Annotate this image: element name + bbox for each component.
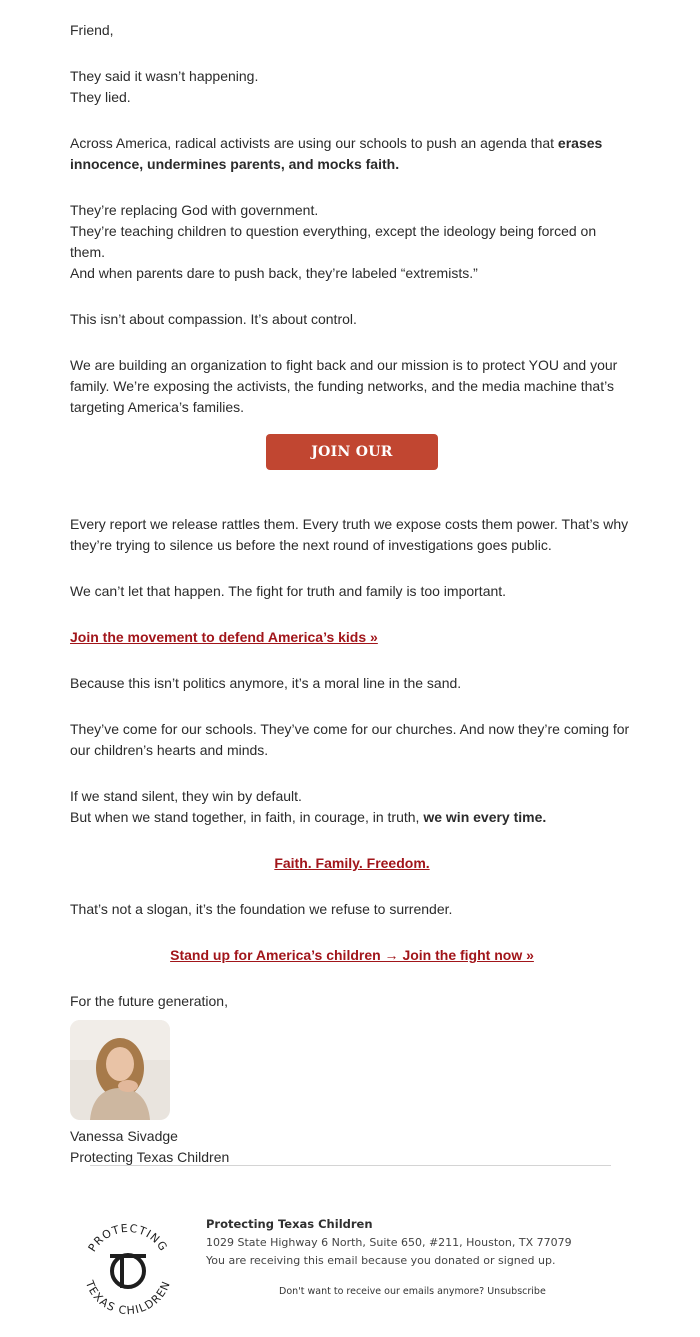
faith-family-freedom-link[interactable]: Faith. Family. Freedom. <box>274 855 430 871</box>
email-body <box>70 20 634 1168</box>
signer-name: Vanessa Sivadge <box>70 1128 178 1144</box>
logo-bottom-text: TEXAS CHILDREN <box>82 1278 174 1318</box>
paragraph-emphasis: we win every time. <box>423 809 547 825</box>
paragraph-line: If we stand silent, they win by default. <box>70 788 302 804</box>
paragraph: Because this isn’t politics anymore, it’s a moral line in the sand. <box>70 675 462 691</box>
footer-address: 1029 State Highway 6 North, Suite 650, #211, Houston, TX 77079 <box>206 1236 572 1249</box>
paragraph-line: And when parents dare to push back, they’re labeled “extremists.” <box>70 265 478 281</box>
paragraph: This isn’t about compassion. It’s about control. <box>70 311 357 327</box>
join-movement-link[interactable]: Join the movement to defend America’s kids » <box>70 629 378 645</box>
paragraph: That’s not a slogan, it’s the foundation we refuse to surrender. <box>70 901 453 917</box>
paragraph-line: They lied. <box>70 89 131 105</box>
divider <box>90 1165 611 1166</box>
paragraph <box>70 807 634 828</box>
paragraph-text: Across America, radical activists are using our schools to push an agenda that <box>70 135 558 151</box>
stand-up-join-link[interactable]: Stand up for America’s children → Join the fight now » <box>170 947 534 963</box>
unsubscribe-link[interactable]: Don't want to receive our emails anymore? Unsubscribe <box>279 1286 546 1297</box>
greeting: Friend, <box>70 22 114 38</box>
paragraph <box>70 133 634 175</box>
paragraph-line: They’re teaching children to question everything, except the ideology being forced on them. <box>70 223 597 260</box>
signer-photo <box>70 1020 170 1120</box>
signoff: For the future generation, <box>70 993 228 1009</box>
paragraph-line: They said it wasn’t happening. <box>70 68 259 84</box>
paragraph-line: They’re replacing God with government. <box>70 202 319 218</box>
paragraph-emphasis: erases innocence, undermines parents, and mocks faith. <box>70 135 603 172</box>
footer-notice: You are receiving this email because you donated or signed up. <box>206 1254 556 1267</box>
svg-text:TEXAS CHILDREN <box>82 1278 173 1317</box>
paragraph: They’ve come for our schools. They’ve come for our churches. And now they’re coming for our children’s hearts and minds. <box>70 721 630 758</box>
cta-container <box>70 434 634 498</box>
paragraph: We can’t let that happen. The fight for truth and family is too important. <box>70 583 507 599</box>
footer-org-name: Protecting Texas Children <box>206 1217 373 1231</box>
signer-org: Protecting Texas Children <box>70 1149 230 1165</box>
paragraph: Every report we release rattles them. Every truth we expose costs them power. That’s why they’re trying to silence us before the next round of investigations goes public. <box>70 516 629 553</box>
paragraph-text: But when we stand together, in faith, in courage, in truth, <box>70 809 424 825</box>
protecting-texas-children-logo <box>72 1214 184 1326</box>
logo-top-text: PROTECTING <box>85 1221 171 1255</box>
svg-text:PROTECTING <box>86 1222 171 1254</box>
paragraph: We are building an organization to fight back and our mission is to protect YOU and your family. We’re exposing the activists, the funding networks, and the media machine that’s targeting America’s families. <box>70 357 618 415</box>
join-our-fight-button[interactable]: JOIN OUR FIGHT <box>266 434 438 470</box>
